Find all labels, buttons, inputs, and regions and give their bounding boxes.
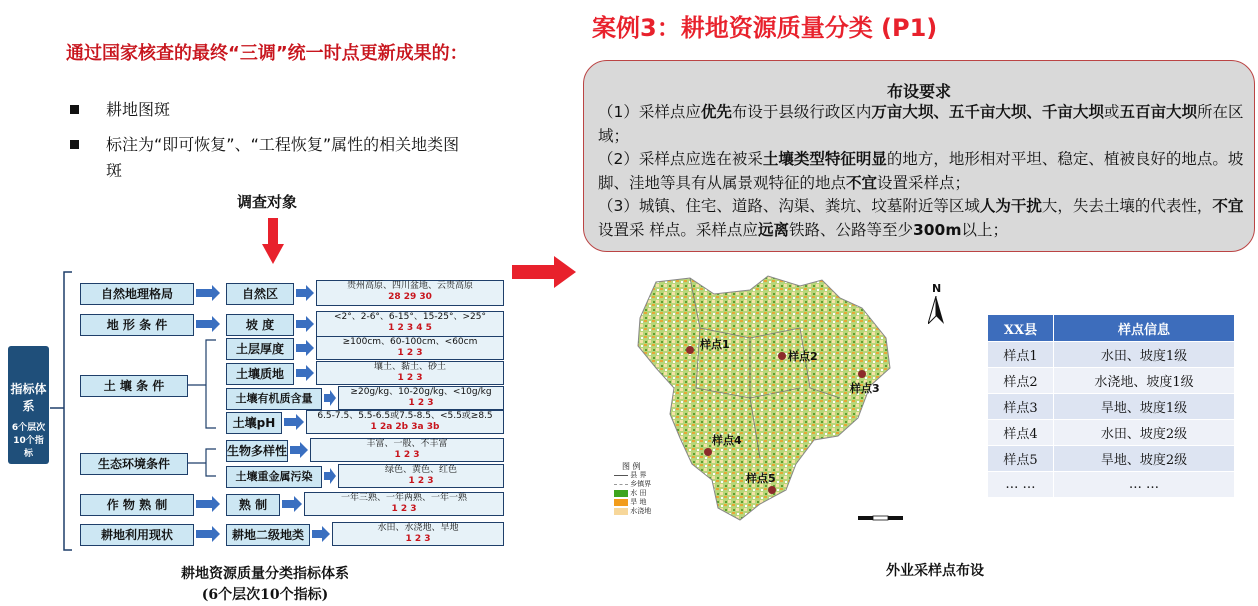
legend-item (614, 498, 704, 507)
sample-label: 样点4 (712, 434, 742, 447)
diagram-caption-sub: (6个层次10个指标) (201, 587, 329, 603)
table-row (988, 472, 1235, 498)
level3-box (306, 410, 504, 434)
arrow-right-icon (512, 256, 576, 288)
bullet-item-1 (70, 97, 470, 123)
map-caption: 外业采样点布设 (886, 563, 984, 579)
level2-box: 坡 度 (226, 314, 294, 336)
level1-box: 生态环境条件 (80, 453, 188, 475)
req-text: 以上； (961, 220, 1008, 239)
bullet-square-icon (70, 140, 79, 149)
bullet-text: 标注为“即可恢复”、“工程恢复”属性的相关地类图斑 (106, 135, 460, 180)
table-cell: 水田、坡度1级 (1053, 342, 1234, 368)
level3-box (316, 336, 504, 360)
level2-box: 土壤pH (226, 412, 282, 434)
bullet-item-2 (70, 132, 470, 184)
index-root-sub: 6个层次10个指标 (11, 423, 46, 459)
req-text: 的地方，地形相对平坦、稳定、植被良好的地点。坡脚、洼地等具有从属景观特征的地点 (598, 150, 1244, 192)
legend-item (614, 480, 704, 489)
level3-text: ≥100cm、60-100cm、<60cm (342, 337, 478, 347)
requirements-text (598, 101, 1248, 242)
level3-text: 贵州高原、四川盆地、云贵高原 (346, 281, 473, 291)
req-text: 设置采 样点。采样点应 (598, 220, 758, 239)
sample-label: 样点1 (700, 338, 730, 351)
level3-text: 丰富、一般、不丰富 (366, 439, 448, 449)
left-heading: 通过国家核查的最终“三调”统一时点更新成果的： (66, 43, 468, 64)
level3-codes: 28 29 30 (388, 292, 432, 302)
bullet-text: 耕地图斑 (106, 100, 171, 119)
survey-subject-label: 调查对象 (237, 193, 298, 211)
north-arrow-icon (928, 296, 944, 324)
legend-item (614, 471, 704, 480)
req-emphasis: 300m (912, 220, 962, 239)
level3-codes: 1 2a 2b 3a 3b (370, 422, 440, 432)
level3-box (338, 386, 504, 410)
table-cell: 样点3 (988, 394, 1054, 420)
index-root-box (8, 346, 49, 464)
level1-box: 作 物 熟 制 (80, 494, 194, 516)
sample-label: 样点5 (746, 472, 776, 485)
table-cell: 水田、坡度2级 (1053, 420, 1234, 446)
table-row (988, 368, 1235, 394)
level1-box: 地 形 条 件 (80, 314, 194, 336)
bullet-square-icon (70, 105, 79, 114)
level3-box (332, 522, 504, 546)
level2-box: 生物多样性 (226, 440, 288, 462)
level1-box: 自然地理格局 (80, 283, 194, 305)
legend-label: 乡镇界 (630, 480, 652, 488)
level2-box: 土层厚度 (226, 338, 294, 360)
index-root-label: 指标体系 (10, 382, 47, 413)
req-text: 所在区域； (598, 103, 1244, 145)
level3-box (316, 280, 504, 306)
level3-text: ≥20g/kg、10-20g/kg、<10g/kg (350, 387, 492, 397)
legend-title: 图 例 (622, 462, 641, 471)
page-title: 案例3：耕地资源质量分类 (P1) (592, 14, 938, 42)
table-row (988, 446, 1235, 472)
level2-box: 熟 制 (226, 494, 280, 516)
table-cell: 样点1 (988, 342, 1054, 368)
legend-item (614, 507, 704, 516)
req-emphasis: 不宜 (1212, 197, 1244, 215)
table-cell: 样点5 (988, 446, 1054, 472)
arrow-down-icon (262, 218, 284, 264)
level3-box (316, 311, 504, 337)
north-label: N (932, 282, 942, 295)
level3-box (316, 361, 504, 385)
level2-box: 土壤有机质含量 (226, 388, 322, 410)
level3-box (304, 492, 504, 516)
table-cell: … … (1053, 472, 1234, 498)
table-cell: 旱地、坡度2级 (1053, 446, 1234, 472)
level2-box: 土壤质地 (226, 363, 294, 385)
table-row (988, 420, 1235, 446)
map-legend (614, 462, 704, 516)
sample-info-table (987, 314, 1235, 498)
req-emphasis: 不宜 (846, 173, 878, 192)
req-text: 设置采样点； (877, 173, 971, 192)
table-cell: 样点4 (988, 420, 1054, 446)
level3-text: <2°、2-6°、6-15°、15-25°、>25° (333, 312, 487, 322)
level2-box: 土壤重金属污染 (226, 466, 322, 488)
req-text: （2）采样点应选在被采 (598, 150, 763, 168)
legend-label: 县 界 (630, 471, 647, 479)
level3-box (338, 464, 504, 488)
requirements-title: 布设要求 (886, 82, 951, 101)
req-emphasis: 优先 (700, 103, 732, 121)
req-text: 布设于县级行政区内 (731, 103, 872, 121)
level2-box: 自然区 (226, 283, 294, 305)
level3-text: 壤土、黏土、砂土 (373, 362, 446, 372)
table-cell: 样点2 (988, 368, 1054, 394)
req-text: 大，失去土壤的代表性， (1041, 197, 1213, 215)
legend-label: 旱 地 (630, 498, 647, 506)
level3-codes: 1 2 3 4 5 (388, 323, 432, 333)
req-emphasis: 万亩大坝、五千亩大坝、千亩大坝 (871, 103, 1104, 121)
table-row (988, 394, 1235, 420)
sample-label: 样点2 (788, 350, 818, 363)
scale-bar-icon (858, 514, 918, 522)
level3-codes: 1 2 3 (397, 373, 423, 383)
level3-codes: 1 2 3 (391, 504, 417, 514)
req-emphasis: 土壤类型特征明显 (762, 150, 887, 168)
level3-text: 6.5-7.5、5.5-6.5或7.5-8.5、<5.5或≥8.5 (317, 411, 493, 421)
index-system-diagram (0, 268, 510, 558)
req-emphasis: 远离 (757, 220, 789, 239)
diagram-caption: 耕地资源质量分类指标体系 (181, 566, 349, 582)
req-text: （3）城镇、住宅、道路、沟渠、粪坑、坟墓附近等区域 (598, 197, 980, 215)
requirements-box (583, 60, 1255, 252)
req-text: （1）采样点应 (598, 103, 701, 121)
level3-codes: 1 2 3 (397, 348, 423, 358)
legend-label: 水 田 (630, 489, 647, 497)
table-header: 样点信息 (1053, 315, 1234, 342)
table-cell: … … (988, 472, 1054, 498)
level3-text: 水田、水浇地、旱地 (377, 523, 459, 533)
req-emphasis: 人为干扰 (979, 197, 1042, 215)
level2-box: 耕地二级地类 (226, 524, 310, 546)
legend-label: 水浇地 (630, 507, 652, 515)
sample-label: 样点3 (850, 382, 880, 395)
sampling-map (600, 268, 980, 532)
table-row (988, 342, 1235, 368)
table-cell: 旱地、坡度1级 (1053, 394, 1234, 420)
table-header-row (988, 315, 1235, 342)
level3-text: 绿色、黄色、红色 (384, 465, 457, 475)
legend-item (614, 489, 704, 498)
table-header: XX县 (988, 315, 1054, 342)
req-text: 铁路、公路等至少 (788, 220, 913, 239)
level3-codes: 1 2 3 (405, 534, 431, 544)
level3-codes: 1 2 3 (408, 476, 434, 486)
level1-box: 土 壤 条 件 (80, 375, 188, 397)
level1-box: 耕地利用现状 (80, 524, 194, 546)
level3-codes: 1 2 3 (408, 398, 434, 408)
level3-codes: 1 2 3 (394, 450, 420, 460)
level3-text: 一年三熟、一年两熟、一年一熟 (340, 493, 467, 503)
req-emphasis: 五百亩大坝 (1119, 103, 1197, 121)
table-cell: 水浇地、坡度1级 (1053, 368, 1234, 394)
level3-box (310, 438, 504, 462)
req-text: 或 (1103, 103, 1120, 121)
